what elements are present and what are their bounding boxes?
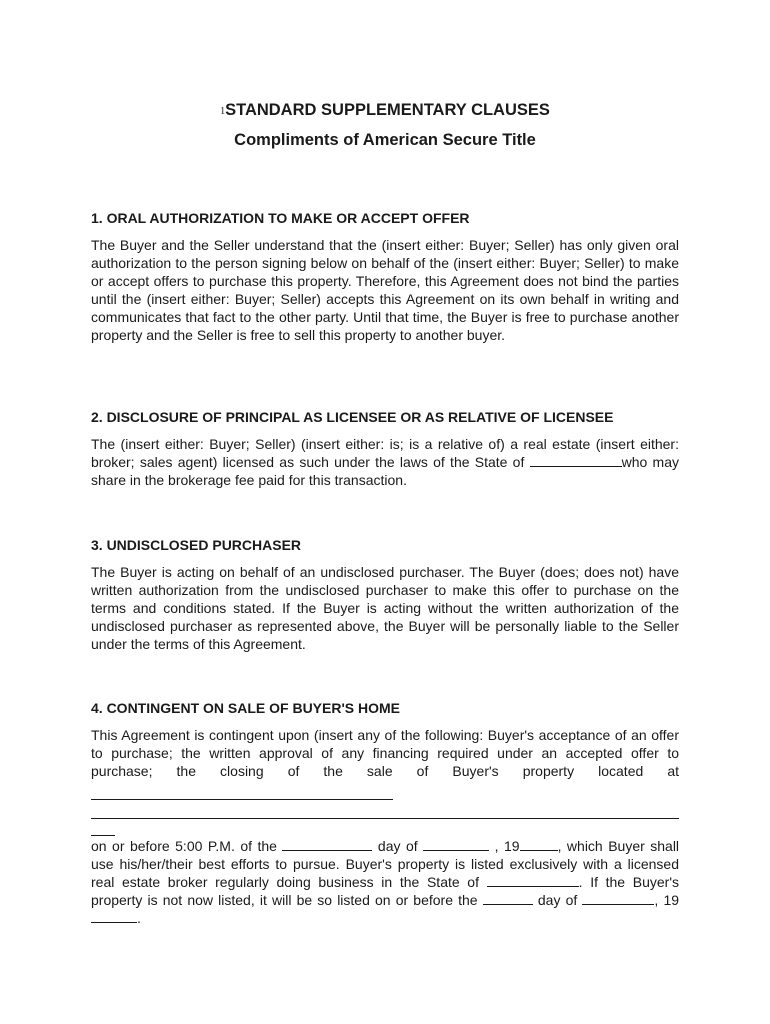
- section-heading: 2. DISCLOSURE OF PRINCIPAL AS LICENSEE OR AS RELATIVE OF LICENSEE: [91, 409, 614, 425]
- section-body-text: , which Buyer shall use his/her/their best efforts to pursue. Buyer's property is listed exclusively with a licensed real estate broker regularly doing business in the State of: [91, 838, 680, 890]
- section-body: [91, 837, 679, 927]
- section-heading: 3. UNDISCLOSED PURCHASER: [91, 537, 302, 553]
- section-body: The Buyer and the Seller understand that the (insert either: Buyer; Seller) has only given oral authorization to the person signing below on behalf of the (insert either: Buyer; Seller) to make or accept offers to purchase this property. Therefore, this Agreement does not bind the parties until the (insert either: Buyer; Seller) accepts this Agreement on its own behalf in writing and communicates that fact to the other party. Until that time, the Buyer is free to purchase another property and the Seller is free to sell this property to another buyer.: [91, 237, 679, 343]
- section-body: The Buyer is acting on behalf of an undisclosed purchaser. The Buyer (does; does not) have written authorization from the undisclosed purchaser to make this offer to purchase on the terms and conditions stated. If the Buyer is acting without the written authorization of the undisclosed purchaser as represented above, the Buyer will be personally liable to the Seller under the terms of this Agreement.: [91, 564, 679, 652]
- title-block: [0, 100, 770, 150]
- section-body: This Agreement is contingent upon (insert any of the following: Buyer's acceptance of an offer to purchase; the written approval of any financing required under an accepted offer to purchase; the closing of the sale of Buyer's property located at: [91, 727, 679, 779]
- section-4: [91, 700, 679, 780]
- section-3: [91, 537, 679, 653]
- listing-year-blank[interactable]: [91, 909, 137, 923]
- listing-day-blank[interactable]: [483, 891, 533, 905]
- section-heading: 1. ORAL AUTHORIZATION TO MAKE OR ACCEPT OFFER: [91, 210, 470, 226]
- section-body: [91, 435, 679, 489]
- section-4-continued: [91, 837, 679, 927]
- document-subtitle: Compliments of American Secure Title: [234, 131, 536, 149]
- address-blank-line[interactable]: [91, 818, 679, 819]
- section-body-text: day of: [537, 892, 578, 908]
- section-2: [91, 409, 679, 489]
- footnote-marker: 1: [220, 106, 226, 117]
- section-1: [91, 210, 679, 344]
- state-blank[interactable]: [530, 453, 622, 467]
- day-blank[interactable]: [282, 837, 372, 851]
- section-body-text: The (insert either: Buyer; Seller) (insert either: is; is a relative of) a real estate (insert either: broker; sales agent) licensed as such under the laws of the State of: [91, 436, 679, 470]
- document-title: [0, 100, 770, 122]
- section-body-text: . If the Buyer's property is not now listed, it will be so listed on or before the: [91, 874, 679, 908]
- section-body-text: on or before 5:00 P.M. of the: [91, 838, 277, 854]
- section-body-text: , 19: [654, 892, 680, 908]
- address-blank-line[interactable]: [91, 799, 393, 800]
- section-body-text: .: [137, 910, 141, 926]
- section-body-text: , 19: [494, 838, 520, 854]
- address-blank-line[interactable]: [91, 835, 115, 836]
- month-blank[interactable]: [423, 837, 489, 851]
- state-blank[interactable]: [487, 873, 579, 887]
- listing-month-blank[interactable]: [582, 891, 654, 905]
- section-body-text: day of: [377, 838, 418, 854]
- section-body-text: who may share in the brokerage fee paid for this transaction.: [91, 454, 679, 488]
- document-title-text: STANDARD SUPPLEMENTARY CLAUSES: [225, 101, 550, 119]
- year-blank[interactable]: [520, 837, 558, 851]
- section-heading: 4. CONTINGENT ON SALE OF BUYER'S HOME: [91, 700, 401, 716]
